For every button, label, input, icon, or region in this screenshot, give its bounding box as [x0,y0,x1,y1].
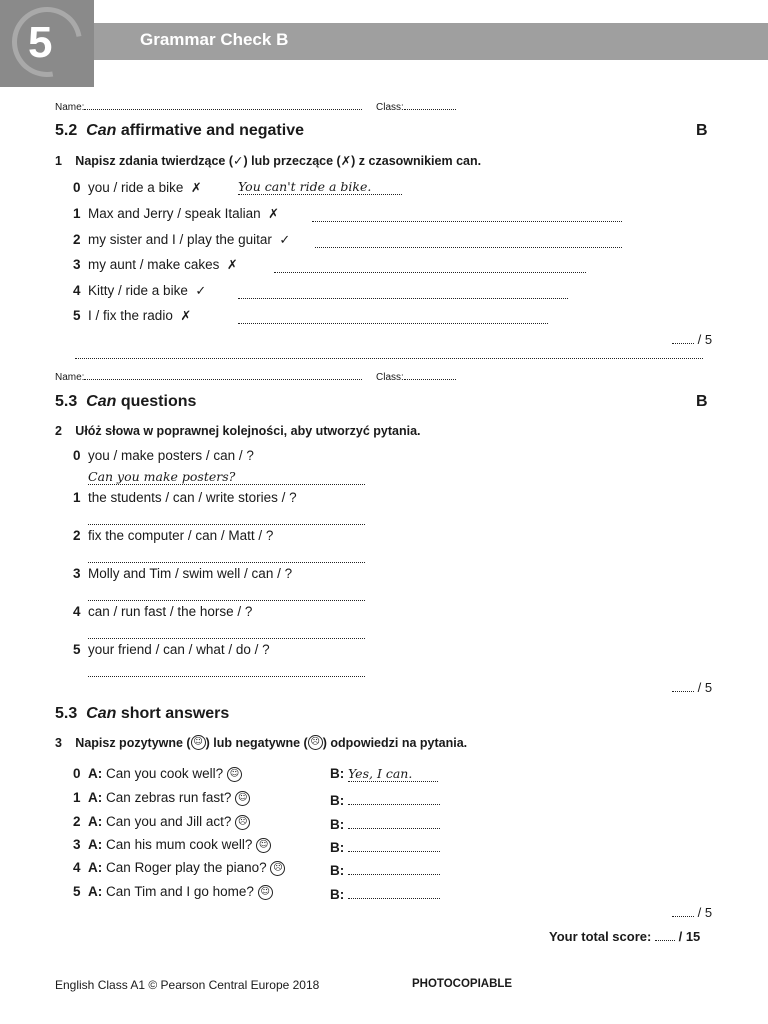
exercise-item: 1 the students / can / write stories / ? [73,490,297,505]
answer-line[interactable] [88,548,365,563]
section-score: / 5 [672,680,712,695]
exercise-item: 2 A: Can you and Jill act? ☹ [73,814,250,830]
footer-photocopiable: PHOTOCOPIABLE [412,978,513,990]
answer-line[interactable] [88,586,365,601]
class-label: Class: [376,102,404,113]
exercise-item: 1 A: Can zebras run fast? ☺ [73,790,250,806]
class-line[interactable] [404,109,456,110]
smiley-face-icon: ☺ [191,735,206,750]
cross-mark-icon: ✗ [268,207,280,222]
exercise-item: 0 you / make posters / can / ? [73,448,254,463]
answer-line[interactable] [88,624,365,639]
footer-copyright: English Class A1 © Pearson Central Europe 2018 [55,978,320,992]
answer-field[interactable]: B: [330,860,440,878]
class-field[interactable]: Class: [376,372,456,383]
name-field[interactable] [55,102,362,113]
answer-field[interactable]: B: [330,837,440,855]
instruction: 1 Napisz zdania twierdzące (✓) lub przeczące (✗) z czasownikiem can. [55,154,482,168]
name-line[interactable] [84,379,362,380]
version-letter: B [696,393,708,410]
section-score: / 5 [672,905,712,920]
answer-line[interactable]: Can you make posters? [88,469,365,485]
exercise-item: 5 A: Can Tim and I go home? ☺ [73,884,273,900]
cut-line [75,358,703,359]
answer-line[interactable] [274,256,586,273]
section-title: 5.2 Can affirmative and negative [55,122,304,139]
smiley-face-icon: ☺ [227,767,242,782]
exercise-item: 1 Max and Jerry / speak Italian ✗ [73,206,280,222]
section-title: 5.3 Can short answers [55,705,230,722]
section-title: 5.3 Can questions [55,393,197,410]
cross-mark-icon: ✗ [226,258,238,273]
exercise-item: 3 Molly and Tim / swim well / can / ? [73,566,293,581]
exercise-item: 4 A: Can Roger play the piano? ☹ [73,860,285,876]
exercise-item: 3 my aunt / make cakes ✗ [73,257,238,273]
cross-mark-icon: ✗ [180,309,192,324]
page-title: Grammar Check B [140,30,289,49]
smiley-face-icon: ☺ [235,791,250,806]
smiley-face-icon: ☺ [256,838,271,853]
instruction: 2 Ułóż słowa w poprawnej kolejności, aby utworzyć pytania. [55,424,421,438]
check-mark-icon: ✓ [195,284,207,299]
exercise-item: 0 A: Can you cook well? ☺ [73,766,242,782]
name-label: Name: [55,102,85,113]
answer-line[interactable] [238,282,568,299]
exercise-item: 4 Kitty / ride a bike ✓ [73,283,207,299]
exercise-item: 0 you / ride a bike ✗ [73,180,202,196]
sad-face-icon: ☹ [270,861,285,876]
exercise-item: 5 I / fix the radio ✗ [73,308,192,324]
sad-face-icon: ☹ [308,735,323,750]
exercise-item: 5 your friend / can / what / do / ? [73,642,270,657]
class-field[interactable] [376,102,456,113]
instruction: 3 Napisz pozytywne ( ☺ ) lub negatywne ( ☹ ) odpowiedzi na pytania. [55,736,468,750]
exercise-item: 2 my sister and I / play the guitar ✓ [73,232,291,248]
answer-field[interactable]: B: [330,884,440,902]
answer-line[interactable] [238,307,548,324]
section-score: / 5 [672,332,712,347]
total-score: Your total score: / 15 [549,929,701,944]
class-line[interactable] [404,379,456,380]
answer-line[interactable] [88,510,365,525]
answer-line[interactable]: You can't ride a bike. [238,179,402,195]
exercise-item: 2 fix the computer / can / Matt / ? [73,528,274,543]
unit-number: 5 [28,18,53,67]
cross-mark-icon: ✗ [190,181,202,196]
answer-field[interactable]: B: [330,790,440,808]
answer-line[interactable] [88,662,365,677]
exercise-item: 4 can / run fast / the horse / ? [73,604,253,619]
version-letter: B [696,122,708,139]
check-mark-icon: ✓ [279,233,291,248]
name-field[interactable]: Name: [55,372,362,383]
sad-face-icon: ☹ [235,815,250,830]
answer-field[interactable]: B: [330,814,440,832]
answer-field[interactable]: B: Yes, I can. [330,766,438,782]
smiley-face-icon: ☺ [258,885,273,900]
exercise-item: 3 A: Can his mum cook well? ☺ [73,837,271,853]
answer-line[interactable] [312,205,622,222]
name-line[interactable] [84,109,362,110]
answer-line[interactable] [315,231,622,248]
